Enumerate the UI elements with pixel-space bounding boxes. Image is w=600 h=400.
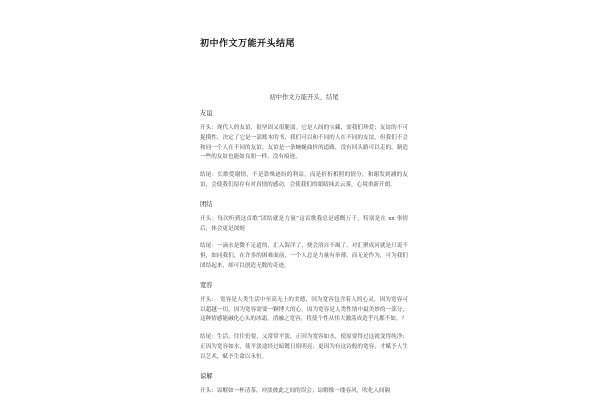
section-heading: 友谊 <box>200 110 213 117</box>
section-understanding <box>200 371 408 397</box>
paragraph-ending: 结尾：长歌爱谢情，不是靠殊迹纷的利益，而是折折相照的情分，和谢发到涵的友谊，会使我们留存有对真情的感动，会使我们的眼睛抹去云雾，心境重新开朗。 <box>200 172 408 188</box>
paragraph-opening: 开头：每次听到这首歌“团结就是力量”这首歌我总是感慨万千，特别是在 xx 事情后，体会更是深刻 <box>200 215 408 232</box>
document-title: 初中作文万能开头结尾 <box>200 39 296 49</box>
section-unity <box>200 199 408 272</box>
section-heading: 宽容 <box>200 281 213 289</box>
document-body <box>200 92 408 396</box>
section-friendship <box>200 108 408 191</box>
paragraph-ending: 结尾：生活，往往仍要，又常常平淡，正因为宽容如水，使原要得过这就变得纯净；正因为宽容如水，使平淡途经过暗镀日焰明亮；更因为有这诗般的宽容，才赋予人生以艺术，赋予生命以永恒。 <box>200 334 408 360</box>
section-heading: 团结 <box>200 200 213 208</box>
paragraph-opening: 开头： 宽容是人类生活中至高无上的美德，因为宽容包含着人的心灵，因为宽容可以超越一切，因为宽容需要一颗博大的心。因为宽容是人类性情中最美妙的一部分，这种情感能融化心头的冰霜，消融之宽容，将使个性从伟大激荡成造乎凡都不如。？ <box>200 296 408 323</box>
paragraph-ending: 结尾：一滴水是微不足道的，汇入海洋了，便会溶自不竭了。对汇聚成河就是只说不惧，如同我们，在许多的困难面前，一个人总是力量有单薄，而无论作为，可为我们团结起来，却可以创造无数的奇迹。 <box>200 243 408 269</box>
section-tolerance <box>200 280 408 363</box>
paragraph-opening: 开头：现代人的友谊，很坚固又很脆弱。它是人间的宝藏，需我们珍爱；友谊的不可捉摸性，决定了它是一部账本的书，我们可以和不同的人在不同的友谊，但我们不会和同一个人在不同的友谊。友谊是一条蜿蜒曲折的道路，没有回头路可以走的，制造一些的友谊也能如良朋一样，没有痕迹。 <box>200 125 408 161</box>
inner-title: 初中作文万能开头、结尾 <box>269 94 339 101</box>
section-heading: 谅解 <box>200 372 213 380</box>
paragraph-opening: 开头：谅解如一杯清茶，冲淡彼此之间的误会；谅解像一缕春风，吹化人间隔 <box>200 387 391 394</box>
